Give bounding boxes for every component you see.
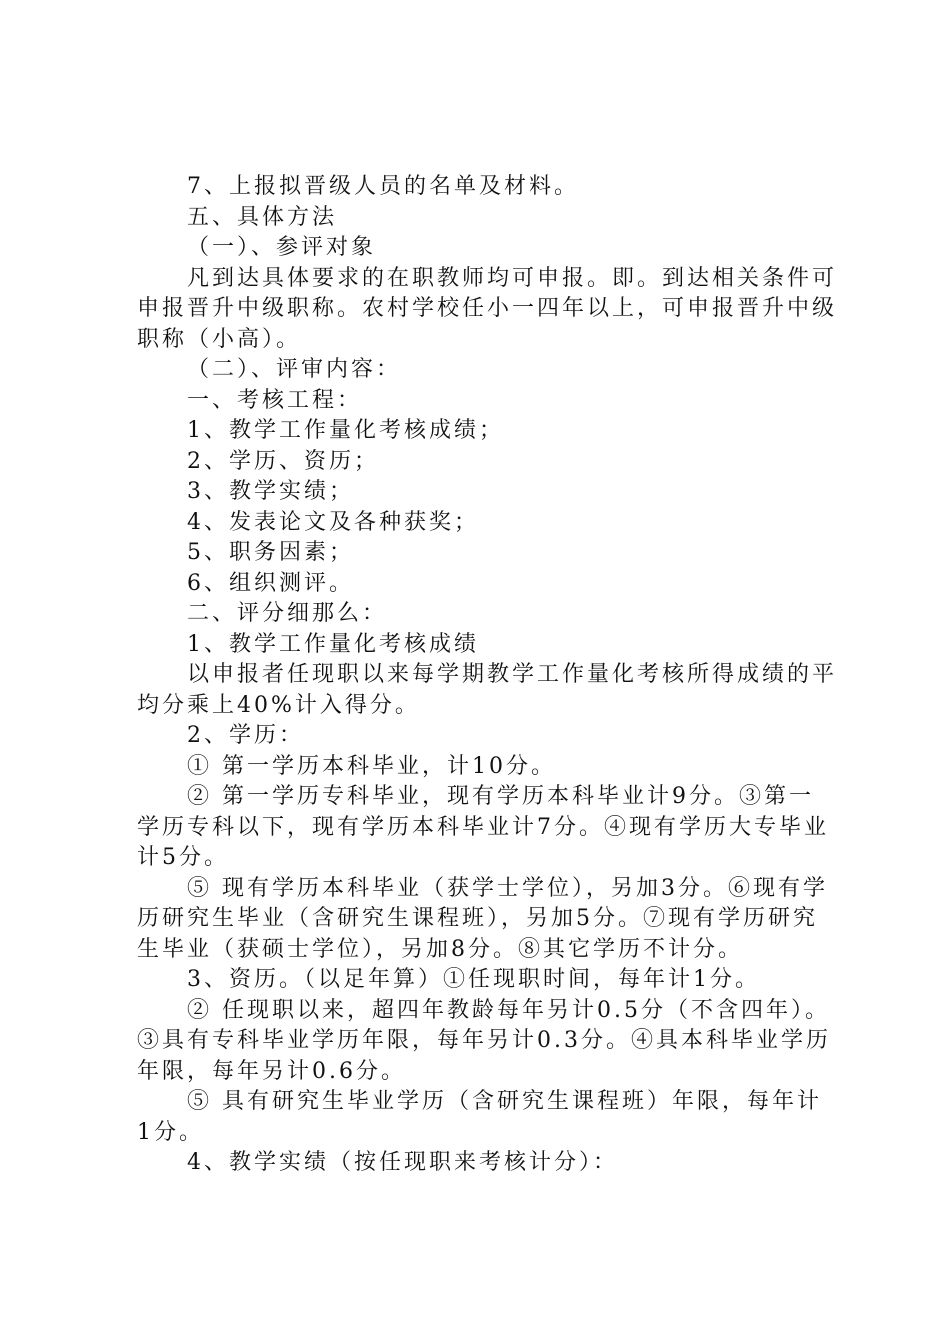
subsection-heading-1: （一）、参评对象 bbox=[187, 235, 377, 260]
paragraph-education-5: ⑤ 现有学历本科毕业（获学士学位），另加3分。⑥现有学历研究生毕业（含研究生课程班），另加5分。⑦现有学历研究生毕业（获硕士学位），另加8分。⑧其它学历不计分。 bbox=[137, 875, 828, 962]
paragraph-education-1: ① 第一学历本科毕业，计10分。 bbox=[187, 753, 556, 779]
paragraph-item-7: 7、上报拟晋级人员的名单及材料。 bbox=[187, 174, 579, 199]
list-item: 6、组织测评。 bbox=[187, 570, 354, 596]
list-item: 4、发表论文及各种获奖； bbox=[187, 509, 479, 535]
list-heading-assessment: 一、考核工程： bbox=[187, 387, 363, 413]
paragraph-education-2: ② 第一学历专科毕业，现有学历本科毕业计9分。③第一学历专科以下，现有学历本科毕业计7分。④现有学历大专毕业计5分。 bbox=[137, 784, 829, 870]
paragraph-scoring-1: 以申报者任现职以来每学期教学工作量化考核所得成绩的平均分乘上40%计入得分。 bbox=[137, 662, 838, 718]
paragraph-seniority-2: ② 任现职以来，超四年教龄每年另计0.5分（不含四年）。③具有专科毕业学历年限，每年另计0.3分。④具本科毕业学历年限，每年另计0.6分。 bbox=[137, 997, 831, 1084]
list-item: 2、学历、资历； bbox=[187, 448, 379, 474]
document-body bbox=[137, 172, 837, 1179]
scoring-heading-4: 4、教学实绩（按任现职来考核计分）： bbox=[187, 1150, 618, 1175]
paragraph-eligibility: 凡到达具体要求的在职教师均可申报。即。到达相关条件可申报晋升中级职称。农村学校任小一四年以上，可申报晋升中级职称（小高）。 bbox=[137, 265, 838, 352]
list-item: 1、教学工作量化考核成绩； bbox=[187, 418, 504, 443]
paragraph-seniority-1: 3、资历。（以足年算）①任现职时间，每年计1分。 bbox=[187, 967, 760, 992]
subsection-heading-2: （二）、评审内容： bbox=[187, 357, 402, 382]
paragraph-seniority-5: ⑤ 具有研究生毕业学历（含研究生课程班）年限，每年计1分。 bbox=[137, 1089, 822, 1145]
scoring-heading-2: 2、学历： bbox=[187, 723, 304, 748]
scoring-heading-1: 1、教学工作量化考核成绩 bbox=[187, 631, 479, 657]
list-heading-scoring: 二、评分细那么： bbox=[187, 601, 388, 626]
list-item: 5、职务因素； bbox=[187, 540, 354, 565]
list-item: 3、教学实绩； bbox=[187, 479, 354, 504]
section-heading-5: 五、具体方法 bbox=[187, 204, 338, 230]
